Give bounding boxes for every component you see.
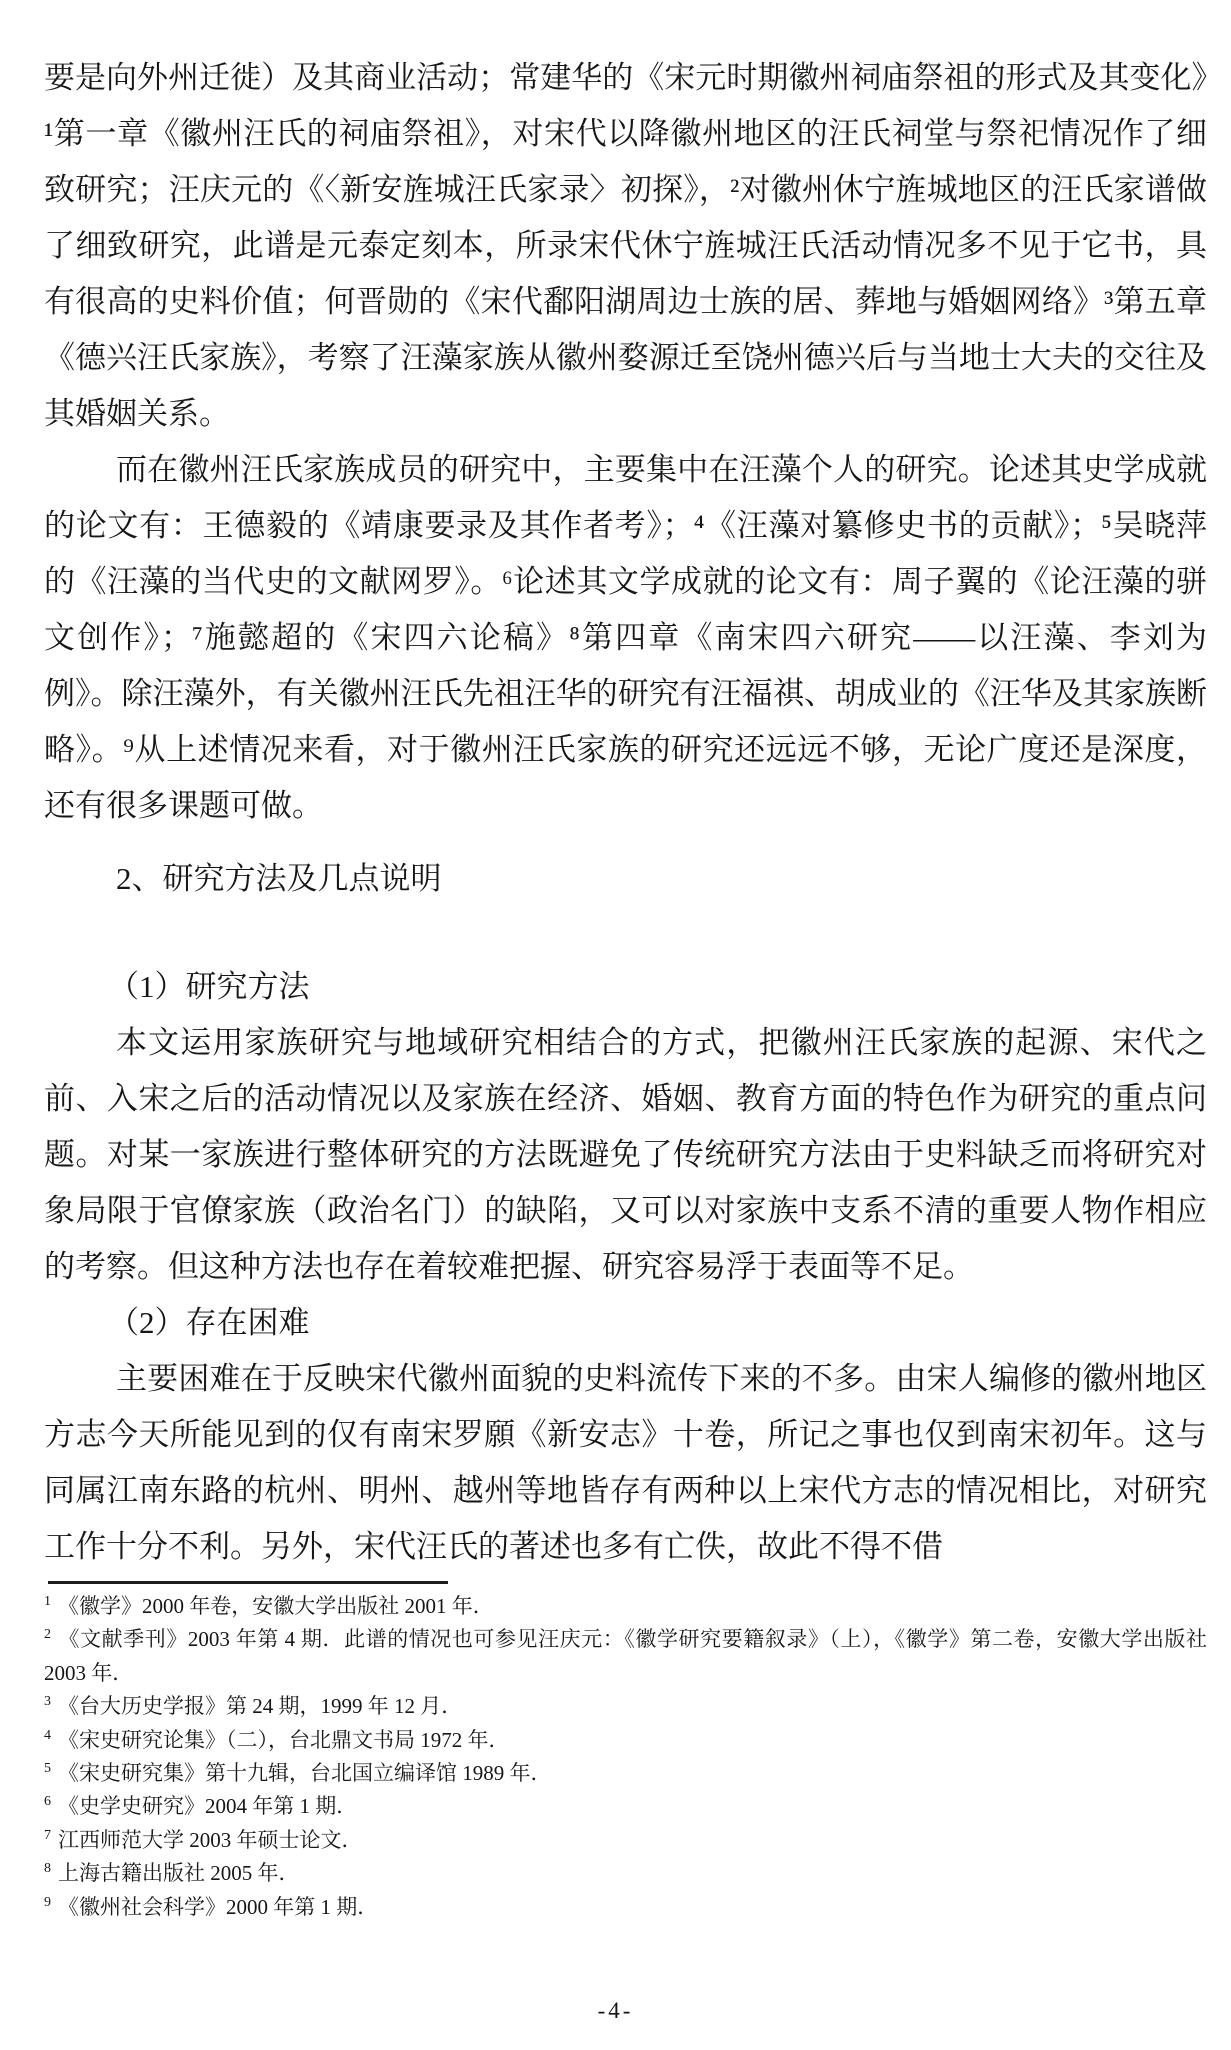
footnote-item	[44, 1623, 1207, 1690]
footnote-item	[44, 1590, 1207, 1623]
footnote-item	[44, 1824, 1207, 1857]
footnote-text: 《徽州社会科学》2000 年第 1 期．	[58, 1894, 379, 1919]
page-number: -4-	[597, 1998, 634, 2023]
footnote-text: 《宋史研究集》第十九辑，台北国立编译馆 1989 年．	[58, 1761, 552, 1786]
footnote-item	[44, 1757, 1207, 1790]
footnote-number: 2	[44, 1627, 51, 1643]
footnote-divider	[48, 1581, 448, 1584]
footnote-text: 《文献季刊》2003 年第 4 期．此谱的情况也可参见汪庆元：《徽学研究要籍叙录》（上），《徽学》第二卷，安徽大学出版社 2003 年．	[44, 1627, 1207, 1685]
section-heading-research-methods: 2、研究方法及几点说明	[116, 861, 442, 896]
page-content	[44, 50, 1207, 1924]
footnote-text: 《史学史研究》2004 年第 1 期．	[58, 1794, 358, 1819]
footnote-text: 《宋史研究论集》（二），台北鼎文书局 1972 年．	[58, 1727, 510, 1752]
footnote-number: 1	[44, 1594, 51, 1609]
footnote-number: 3	[44, 1694, 51, 1710]
subsection-heading-method: （1）研究方法	[108, 969, 310, 1004]
paragraph-wangzao-studies: 而在徽州汪氏家族成员的研究中，主要集中在汪藻个人的研究。论述其史学成就的论文有：王德毅的《靖康要录及其作者考》；⁴《汪藻对纂修史书的贡献》；⁵吴晓萍的《汪藻的当代史的文献网罗》。⁶论述其文学成就的论文有：周子翼的《论汪藻的骈文创作》；⁷施懿超的《宋四六论稿》⁸第四章《南宋四六研究——以汪藻、李刘为例》。除汪藻外，有关徽州汪氏先祖汪华的研究有汪福祺、胡成业的《汪华及其家族断略》。⁹从上述情况来看，对于徽州汪氏家族的研究还远远不够，无论广度还是深度，还有很多课题可做。	[44, 452, 1207, 823]
footnote-item	[44, 1724, 1207, 1757]
paragraph-literature-review-continued: 要是向外州迁徙）及其商业活动；常建华的《宋元时期徽州祠庙祭祖的形式及其变化》¹第一章《徽州汪氏的祠庙祭祖》，对宋代以降徽州地区的汪氏祠堂与祭祀情况作了细致研究；汪庆元的《〈新安旌城汪氏家录〉初探》，²对徽州休宁旌城地区的汪氏家谱做了细致研究，此谱是元泰定刻本，所录宋代休宁旌城汪氏活动情况多不见于它书，具有很高的史料价值；何晋勋的《宋代鄱阳湖周边士族的居、葬地与婚姻网络》³第五章《德兴汪氏家族》，考察了汪藻家族从徽州婺源迁至饶州德兴后与当地士大夫的交往及其婚姻关系。	[44, 60, 1207, 431]
footnote-item	[44, 1690, 1207, 1723]
subsection-heading-difficulty: （2）存在困难	[108, 1305, 310, 1340]
footnote-number: 7	[44, 1827, 51, 1843]
footnote-number: 5	[44, 1761, 51, 1777]
footnote-text: 上海古籍出版社 2005 年．	[58, 1861, 300, 1886]
paragraph-difficulty: 主要困难在于反映宋代徽州面貌的史料流传下来的不多。由宋人编修的徽州地区方志今天所能见到的仅有南宋罗願《新安志》十卷，所记之事也仅到南宋初年。这与同属江南东路的杭州、明州、越州等地皆存有两种以上宋代方志的情况相比，对研究工作十分不利。另外，宋代汪氏的著述也多有亡佚，故此不得不借	[44, 1361, 1207, 1564]
footnote-number: 9	[44, 1894, 51, 1910]
footnote-number: 8	[44, 1861, 51, 1877]
footnote-text: 江西师范大学 2003 年硕士论文．	[58, 1827, 363, 1852]
footnote-number: 6	[44, 1794, 51, 1810]
footnote-item	[44, 1857, 1207, 1890]
paragraph-research-method: 本文运用家族研究与地域研究相结合的方式，把徽州汪氏家族的起源、宋代之前、入宋之后的活动情况以及家族在经济、婚姻、教育方面的特色作为研究的重点问题。对某一家族进行整体研究的方法既避免了传统研究方法由于史料缺乏而将研究对象局限于官僚家族（政治名门）的缺陷，又可以对家族中支系不清的重要人物作相应的考察。但这种方法也存在着较难把握、研究容易浮于表面等不足。	[44, 1025, 1207, 1284]
footnote-text: 《徽学》2000 年卷，安徽大学出版社 2001 年．	[58, 1594, 494, 1618]
footnote-item	[44, 1790, 1207, 1823]
footnote-item	[44, 1891, 1207, 1924]
footnotes-section	[44, 1590, 1207, 1924]
footnote-number: 4	[44, 1727, 51, 1743]
footnote-text: 《台大历史学报》第 24 期，1999 年 12 月．	[58, 1694, 463, 1719]
